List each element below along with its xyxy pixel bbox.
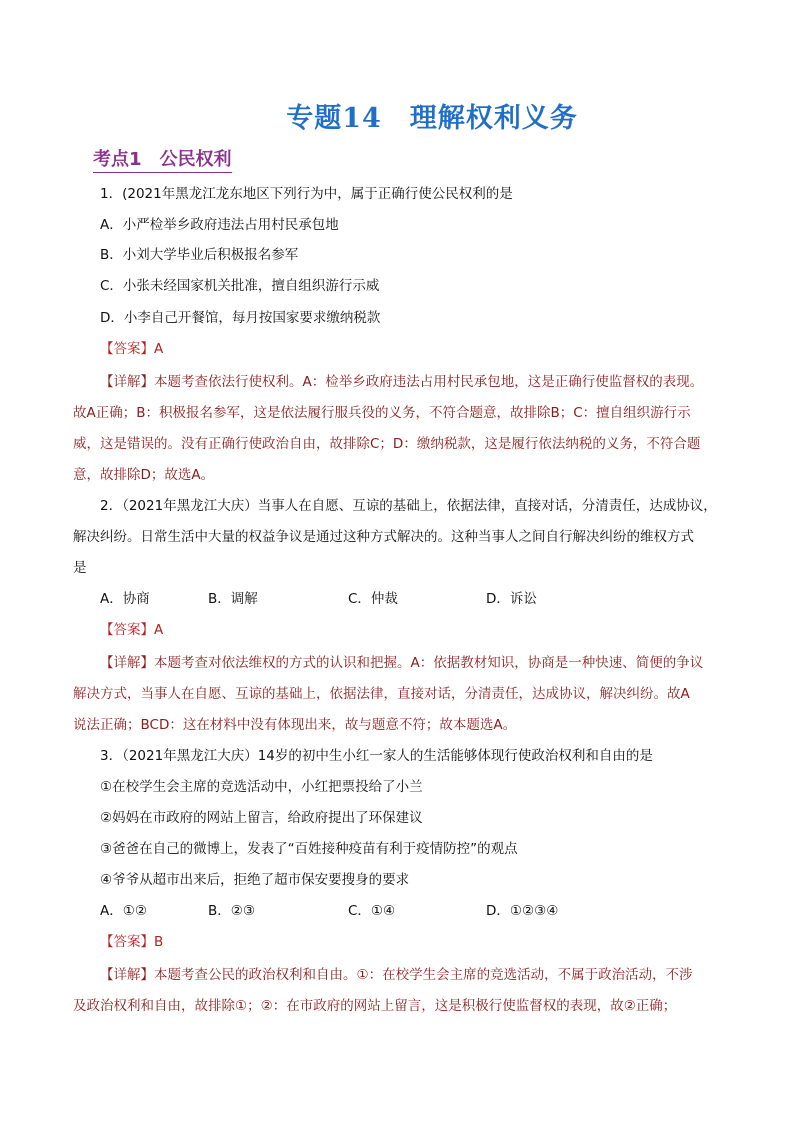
q3-option-a: A．①② [100, 903, 147, 919]
q1-option-c: C．小张未经国家机关批准，擅自组织游行示威 [100, 278, 380, 294]
q3-option-c: C．①④ [348, 903, 396, 919]
page-title: 专题14 理解权利义务 [286, 103, 578, 134]
q2-answer: 【答案】A [100, 622, 164, 638]
q2-explanation-line: 解决方式，当事人在自愿、互谅的基础上，依据法律，直接对话，分清责任，达成协议，解决纠纷。故A [73, 686, 690, 702]
q3-statement-1: ①在校学生会主席的竞选活动中，小红把票投给了小兰 [100, 779, 423, 795]
q1-option-a: A．小严检举乡政府违法占用村民承包地 [100, 217, 339, 233]
q3-statement-4: ④爷爷从超市出来后，拒绝了超市保安要搜身的要求 [100, 872, 410, 888]
q2-stem-line: 是 [73, 560, 87, 576]
q3-statement-3: ③爸爸在自己的微博上，发表了“百姓接种疫苗有利于疫情防控”的观点 [100, 841, 518, 857]
q1-explanation-line: 意，故排除D；故选A。 [73, 467, 215, 483]
q3-statement-2: ②妈妈在市政府的网站上留言，给政府提出了环保建议 [100, 810, 423, 826]
q3-answer: 【答案】B [100, 934, 164, 950]
q2-option-b: B．调解 [208, 591, 258, 607]
q2-stem-line: 2．（2021年黑龙江大庆）当事人在自愿、互谅的基础上，依据法律，直接对话，分清责任，达成协议， [100, 498, 717, 514]
section-heading: 考点1 公民权利 [93, 145, 232, 173]
q1-explanation-line: 故A正确；B：积极报名参军，这是依法履行服兵役的义务，不符合题意，故排除B；C：擅自组织游行示 [73, 405, 691, 421]
q2-explanation-line: 【详解】本题考查对依法维权的方式的认识和把握。A：依据教材知识，协商是一种快速、简便的争议 [100, 655, 704, 671]
q1-explanation-line: 【详解】本题考查依法行使权利。A：检举乡政府违法占用村民承包地，这是正确行使监督权的表现。 [100, 374, 704, 390]
q3-explanation-line: 及政治权利和自由，故排除①；②：在市政府的网站上留言，这是积极行使监督权的表现，故②正确； [73, 998, 677, 1014]
q1-stem: 1．(2021年黑龙江龙东地区下列行为中，属于正确行使公民权利的是 [100, 186, 513, 202]
q3-option-b: B．②③ [208, 903, 255, 919]
q2-stem-line: 解决纠纷。日常生活中大量的权益争议是通过这种方式解决的。这种当事人之间自行解决纠纷的维权方式 [73, 529, 694, 545]
q1-explanation-line: 威，这是错误的。没有正确行使政治自由，故排除C；D：缴纳税款，这是履行依法纳税的义务，不符合题 [73, 436, 701, 452]
q2-option-c: C．仲裁 [348, 591, 398, 607]
q2-explanation-line: 说法正确；BCD：这在材料中没有体现出来，故与题意不符；故本题选A。 [73, 717, 517, 733]
q1-option-d: D．小李自己开餐馆，每月按国家要求缴纳税款 [100, 310, 381, 326]
q1-answer: 【答案】A [100, 341, 164, 357]
q2-option-a: A．协商 [100, 591, 150, 607]
q1-option-b: B．小刘大学毕业后积极报名参军 [100, 247, 299, 263]
q3-option-d: D．①②③④ [486, 903, 559, 919]
q2-option-d: D．诉讼 [486, 591, 537, 607]
q3-explanation-line: 【详解】本题考查公民的政治权利和自由。①：在校学生会主席的竞选活动，不属于政治活动，不涉 [100, 967, 693, 983]
q3-stem: 3．（2021年黑龙江大庆）14岁的初中生小红一家人的生活能够体现行使政治权利和自由的是 [100, 748, 653, 764]
